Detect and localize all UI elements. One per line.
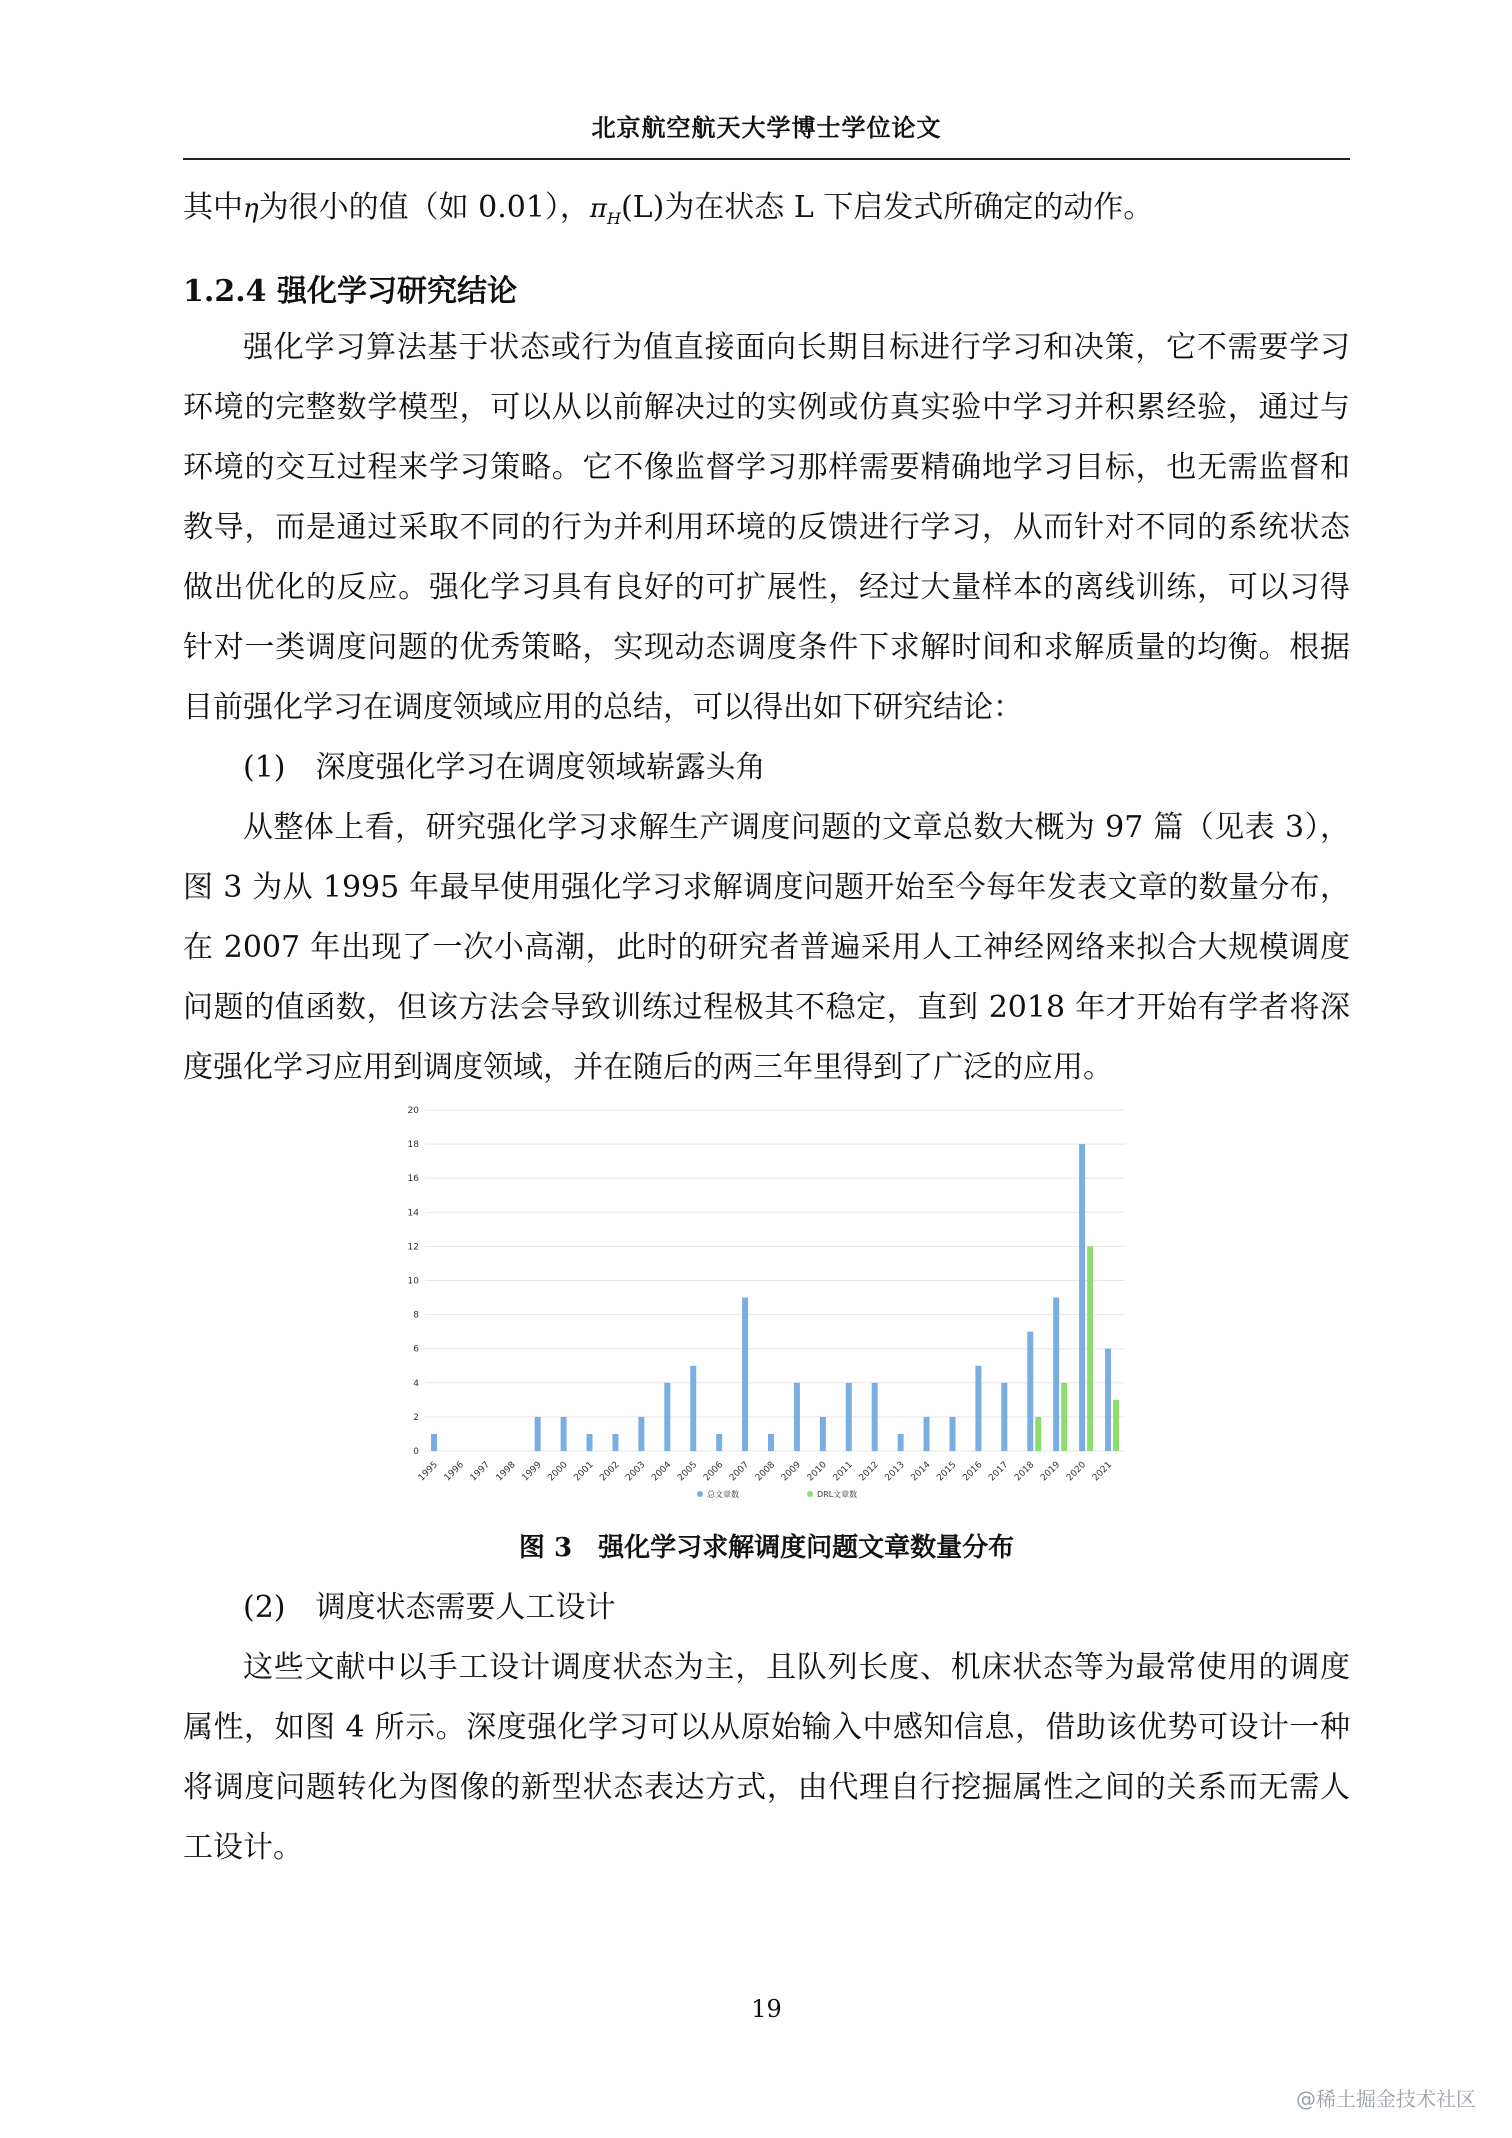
y-tick-label: 20	[407, 1106, 419, 1116]
y-tick-label: 2	[413, 1412, 419, 1423]
bar-total	[794, 1383, 800, 1451]
bar-total	[975, 1366, 981, 1451]
bar-total	[638, 1417, 644, 1451]
eta-symbol: η	[243, 194, 259, 224]
intro-prefix: 其中	[183, 190, 243, 225]
x-tick-label: 2020	[1064, 1460, 1089, 1484]
legend-marker	[807, 1491, 813, 1497]
x-tick-label: 1999	[520, 1460, 544, 1484]
bar-total	[612, 1434, 618, 1451]
x-tick-label: 2003	[624, 1460, 648, 1484]
x-tick-label: 2006	[702, 1460, 726, 1484]
x-tick-label: 2008	[753, 1460, 778, 1484]
x-tick-label: 1995	[416, 1460, 441, 1484]
legend-label: 总文章数	[707, 1490, 739, 1499]
x-tick-label: 1997	[468, 1460, 492, 1484]
page-number: 19	[751, 1995, 782, 2023]
paragraph-2: 从整体上看，研究强化学习求解生产调度问题的文章总数大概为 97 篇（见表 3），图 3 为从 1995 年最早使用强化学习求解调度问题开始至今每年发表文章的数量分布，在 2007 年出现了一次小高潮，此时的研究者普遍采用人工神经网络来拟合大规模调度问题的值函数，但该方法会导致训练过程极其不稳定，直到 2018 年才开始有学者将深度强化学习应用到调度领域，并在随后的两三年里得到了广泛的应用。	[183, 810, 1350, 1085]
bar-total	[1053, 1298, 1059, 1451]
x-tick-label: 2018	[1013, 1460, 1037, 1484]
bar-drl	[1087, 1246, 1093, 1451]
bar-drl	[1113, 1400, 1119, 1451]
x-tick-label: 2010	[805, 1460, 829, 1484]
list-item-1: (1) 深度强化学习在调度领域崭露头角	[243, 750, 766, 785]
y-tick-label: 16	[407, 1174, 419, 1185]
x-tick-label: 2005	[676, 1460, 700, 1484]
x-tick-label: 2015	[935, 1460, 959, 1484]
bar-total	[898, 1434, 904, 1451]
x-tick-label: 2007	[727, 1460, 752, 1484]
intro-mid: 为很小的值（如 0.01），	[258, 190, 590, 225]
bar-total	[431, 1434, 437, 1451]
bar-total	[846, 1383, 852, 1451]
watermark: @稀土掘金技术社区	[1296, 2087, 1476, 2111]
x-tick-label: 2017	[987, 1460, 1011, 1484]
bar-chart	[400, 1098, 1130, 1508]
x-tick-label: 2011	[831, 1460, 855, 1484]
x-tick-label: 2001	[572, 1460, 596, 1484]
bar-total	[1105, 1349, 1111, 1451]
x-tick-label: 1996	[442, 1460, 467, 1484]
x-tick-label: 2021	[1090, 1460, 1115, 1484]
x-tick-label: 2000	[546, 1460, 570, 1484]
bar-total	[949, 1417, 955, 1451]
running-header: 北京航空航天大学博士学位论文	[183, 108, 1350, 160]
x-tick-label: 2002	[598, 1460, 622, 1484]
bar-total	[1001, 1383, 1007, 1451]
bar-total	[535, 1417, 541, 1451]
bar-total	[872, 1383, 878, 1451]
bar-total	[768, 1434, 774, 1451]
x-tick-label: 2014	[909, 1460, 933, 1484]
pi-subscript: H	[607, 209, 621, 228]
bar-total	[820, 1417, 826, 1451]
section-title: 1.2.4 强化学习研究结论	[183, 274, 517, 309]
figure-caption: 图 3 强化学习求解调度问题文章数量分布	[518, 1533, 1015, 1563]
bar-total	[664, 1383, 670, 1451]
pi-symbol: π	[589, 194, 608, 224]
y-tick-label: 6	[413, 1344, 419, 1355]
y-tick-label: 18	[407, 1140, 419, 1151]
bar-total	[1079, 1144, 1085, 1451]
x-tick-label: 2016	[961, 1460, 985, 1484]
paragraph-1: 强化学习算法基于状态或行为值直接面向长期目标进行学习和决策，它不需要学习环境的完整数学模型，可以从以前解决过的实例或仿真实验中学习并积累经验，通过与环境的交互过程来学习策略。它不像监督学习那样需要精确地学习目标，也无需监督和教导，而是通过采取不同的行为并利用环境的反馈进行学习，从而针对不同的系统状态做出优化的反应。强化学习具有良好的可扩展性，经过大量样本的离线训练，可以习得针对一类调度问题的优秀策略，实现动态调度条件下求解时间和求解质量的均衡。根据目前强化学习在调度领域应用的总结，可以得出如下研究结论：	[183, 330, 1350, 725]
bar-total	[716, 1434, 722, 1451]
x-tick-label: 2013	[883, 1460, 907, 1484]
intro-line	[183, 178, 1350, 249]
y-tick-label: 4	[413, 1378, 419, 1389]
bar-total	[742, 1298, 748, 1451]
x-tick-label: 2012	[857, 1460, 881, 1484]
bar-total	[690, 1366, 696, 1451]
y-tick-label: 0	[413, 1447, 419, 1457]
legend-label: DRL文章数	[817, 1490, 858, 1499]
pi-arg: (L)	[620, 190, 665, 225]
bar-drl	[1035, 1417, 1041, 1451]
bar-drl	[1061, 1383, 1067, 1451]
bar-total	[561, 1417, 567, 1451]
x-tick-label: 2004	[650, 1460, 674, 1484]
y-tick-label: 14	[407, 1208, 419, 1219]
y-tick-label: 8	[413, 1310, 419, 1321]
y-tick-label: 10	[407, 1276, 419, 1287]
bar-total	[587, 1434, 593, 1451]
y-tick-label: 12	[407, 1242, 419, 1253]
bar-total	[924, 1417, 930, 1451]
intro-suffix: 为在状态 L 下启发式所确定的动作。	[664, 190, 1154, 225]
x-tick-label: 2019	[1039, 1460, 1063, 1484]
x-tick-label: 1998	[494, 1460, 518, 1484]
x-tick-label: 2009	[779, 1460, 804, 1484]
list-item-2: (2) 调度状态需要人工设计	[243, 1590, 616, 1625]
legend-marker	[697, 1491, 703, 1497]
paragraph-3: 这些文献中以手工设计调度状态为主，且队列长度、机床状态等为最常使用的调度属性，如图 4 所示。深度强化学习可以从原始输入中感知信息，借助该优势可设计一种将调度问题转化为图像的新型状态表达方式，由代理自行挖掘属性之间的关系而无需人工设计。	[183, 1650, 1350, 1865]
bar-total	[1027, 1332, 1033, 1451]
